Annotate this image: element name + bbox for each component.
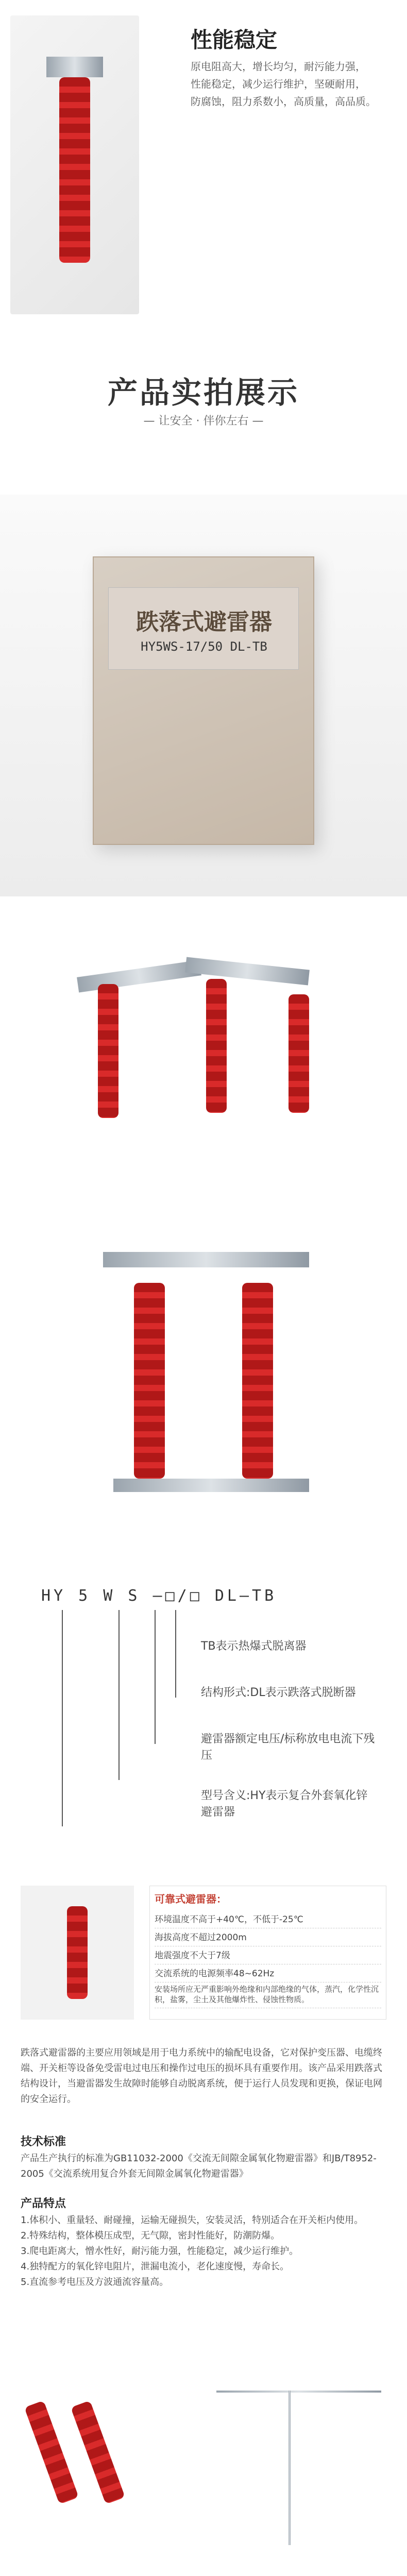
feature-item: 3.爬电距离大，憎水性好，耐污能力强，性能稳定，减少运行维护。 [21, 2246, 299, 2257]
params-heading: 可靠式避雷器： [155, 1893, 227, 1905]
diagram-line [216, 2391, 381, 2393]
model-line [175, 1610, 176, 1698]
installation-section [0, 2349, 407, 2576]
arrester-image [67, 1906, 88, 1999]
description-section [0, 2040, 407, 2329]
model-line [62, 1610, 63, 1826]
bracket [113, 1479, 309, 1492]
feature-title: 产品特点 [21, 2197, 66, 2210]
product-photo-group [0, 896, 407, 1195]
arrester-image [71, 2400, 125, 2504]
feature-item: 5.直流参考电压及方波通流容量高。 [21, 2277, 169, 2287]
parameters-section [0, 1875, 407, 2030]
bracket [103, 1252, 309, 1267]
feature-item: 2.特殊结构，整体模压成型，无气隙，密封性能好，防潮防爆。 [21, 2230, 280, 2241]
bracket [77, 960, 201, 992]
showcase-heading-section [0, 330, 407, 495]
model-item: 型号含义:HY表示复合外套氧化锌避雷器 [201, 1789, 368, 1819]
tech-paragraph: 产品生产执行的标准为GB11032-2000《交流无间隙金属氧化物避雷器》和JB/T8952-2005《交流系统用复合外套无间隙金属氧化物避雷器》 [21, 2153, 377, 2179]
package-title: 跌落式避雷器 [136, 609, 272, 635]
showcase-subtitle: — 让安全 · 伴你左右 — [143, 415, 264, 428]
arrester-image [206, 979, 227, 1113]
tech-title: 技术标准 [21, 2136, 66, 2148]
product-intro-section [0, 0, 407, 330]
metal-fitting [46, 57, 103, 77]
showcase-title: 产品实拍展示 [107, 375, 299, 410]
arrester-image [289, 994, 309, 1113]
model-item: 结构形式:DL表示跌落式脱断器 [201, 1686, 356, 1699]
model-line [118, 1610, 120, 1780]
model-explanation-section [0, 1546, 407, 1855]
model-item: TB表示热爆式脱离器 [201, 1640, 307, 1653]
bracket [185, 957, 310, 986]
arrester-image [24, 2400, 79, 2504]
model-item: 避雷器额定电压/标称放电电流下残压 [201, 1733, 375, 1762]
feature-item: 1.体积小、重量轻、耐碰撞，运输无碰损失，安装灵活，特别适合在开关柜内使用。 [21, 2215, 364, 2226]
params-photo [21, 1886, 134, 2020]
model-code: HY 5 W S —□/□ DL—TB [41, 1587, 277, 1605]
feature-item: 4.独特配方的氧化锌电阻片，泄漏电流小，老化速度慢，寿命长。 [21, 2261, 290, 2272]
product-photo [10, 15, 139, 314]
params-row: 安装场所应无严重影响外绝缘和内部绝缘的气体，蒸汽，化学性沉积，盐雾，尘土及其他爆炸性、侵蚀性物质。 [155, 1981, 381, 2008]
params-row: 环境温度不高于+40℃，不低于-25℃ [155, 1909, 381, 1928]
model-line [155, 1610, 156, 1744]
package-label [108, 587, 299, 670]
arrester-image [134, 1283, 165, 1479]
intro-title: 性能稳定 [191, 27, 278, 53]
params-row: 地震强度不大于7级 [155, 1945, 381, 1964]
intro-description: 原电阻高大，增长均匀，耐污能力强， 性能稳定，减少运行维护，坚硬耐用， 防腐蚀，阻力系数小，高质量，高品质。 [191, 60, 376, 108]
package-model: HY5WS-17/50 DL-TB [141, 639, 267, 654]
package-photo-section [0, 495, 407, 896]
product-photo-detail [0, 1206, 407, 1535]
arrester-image [59, 77, 90, 263]
intro-paragraph: 跌落式避雷器的主要应用领域是用于电力系统中的输配电设备，它对保护变压器、电缆终端、开关柜等设备免受雷电过电压和操作过电压的损坏具有重要作用。该产品采用跌落式结构设计，当避雷器发生故障时能够自动脱离系统，便于运行人员发现和更换，保证电网的安全运行。 [21, 2047, 382, 2105]
params-row: 交流系统的电源频率48~62Hz [155, 1963, 381, 1982]
arrester-image [242, 1283, 273, 1479]
params-row: 海拔高度不超过2000m [155, 1927, 381, 1946]
diagram-line [289, 2391, 291, 2545]
arrester-image [98, 984, 118, 1118]
